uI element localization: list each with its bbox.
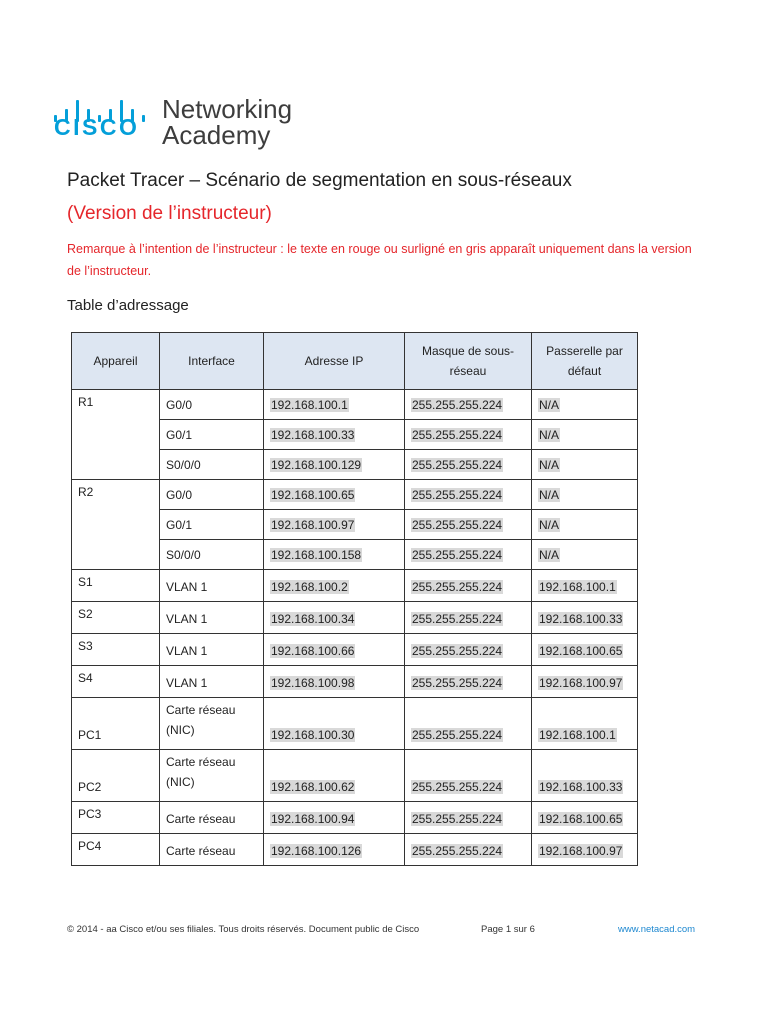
- cell-mask: [405, 666, 532, 698]
- cell-ip: [264, 802, 405, 834]
- cell-interface: VLAN 1: [160, 570, 264, 602]
- cisco-networking-academy-logo: [54, 94, 314, 154]
- cell-gateway-value: N/A: [539, 488, 560, 502]
- cell-mask-value: 255.255.255.224: [412, 644, 503, 658]
- header-interface: Interface: [160, 333, 264, 390]
- cell-mask-value: 255.255.255.224: [412, 780, 503, 794]
- cell-ip-value: 192.168.100.94: [271, 812, 355, 826]
- cell-interface: VLAN 1: [160, 602, 264, 634]
- cell-gateway: [532, 834, 638, 866]
- cell-device: R1: [72, 390, 160, 480]
- header-mask: Masque de sous-réseau: [405, 333, 532, 390]
- cell-gateway-value: 192.168.100.33: [539, 612, 623, 626]
- cell-interface: Carte réseau: [160, 834, 264, 866]
- cell-ip: [264, 750, 405, 802]
- cell-device: PC1: [72, 698, 160, 750]
- cell-mask-value: 255.255.255.224: [412, 676, 503, 690]
- cell-interface: VLAN 1: [160, 634, 264, 666]
- instructor-remark: Remarque à l’intention de l’instructeur : le texte en rouge ou surligné en gris apparaît uniquement dans la version de l’instructeur.: [67, 242, 692, 278]
- cell-ip-value: 192.168.100.2: [271, 580, 348, 594]
- cell-mask: [405, 570, 532, 602]
- cell-ip-value: 192.168.100.126: [271, 844, 362, 858]
- cell-gateway: [532, 450, 638, 480]
- cell-mask-value: 255.255.255.224: [412, 580, 503, 594]
- cell-ip: [264, 420, 405, 450]
- cell-mask: [405, 634, 532, 666]
- cell-device: S4: [72, 666, 160, 698]
- cell-mask-value: 255.255.255.224: [412, 812, 503, 826]
- cell-ip-value: 192.168.100.65: [271, 488, 355, 502]
- cell-interface: Carte réseau (NIC): [160, 698, 264, 750]
- addressing-table: [71, 332, 638, 866]
- cell-gateway-value: N/A: [539, 458, 560, 472]
- cell-interface: S0/0/0: [160, 540, 264, 570]
- cell-ip: [264, 570, 405, 602]
- cell-gateway: [532, 390, 638, 420]
- instructor-version-subtitle: (Version de l’instructeur): [67, 203, 272, 224]
- cell-mask-value: 255.255.255.224: [412, 398, 503, 412]
- cell-mask: [405, 450, 532, 480]
- cell-gateway: [532, 634, 638, 666]
- cell-interface: G0/1: [160, 510, 264, 540]
- cell-gateway-value: N/A: [539, 398, 560, 412]
- cell-ip-value: 192.168.100.98: [271, 676, 355, 690]
- cisco-wordmark: CISCO: [54, 114, 140, 140]
- header-gateway: Passerelle par défaut: [532, 333, 638, 390]
- cell-gateway: [532, 570, 638, 602]
- cell-mask: [405, 834, 532, 866]
- cell-gateway-value: 192.168.100.65: [539, 812, 623, 826]
- cell-ip: [264, 510, 405, 540]
- cell-gateway-value: 192.168.100.65: [539, 644, 623, 658]
- logo-academy-text: Academy: [162, 120, 271, 150]
- cell-mask: [405, 698, 532, 750]
- cell-mask-value: 255.255.255.224: [412, 518, 503, 532]
- cell-mask-value: 255.255.255.224: [412, 458, 503, 472]
- cell-device: S3: [72, 634, 160, 666]
- cell-gateway-value: N/A: [539, 428, 560, 442]
- header-device: Appareil: [72, 333, 160, 390]
- cell-mask: [405, 750, 532, 802]
- cell-gateway: [532, 698, 638, 750]
- cell-mask-value: 255.255.255.224: [412, 612, 503, 626]
- cell-mask-value: 255.255.255.224: [412, 844, 503, 858]
- table-row: [72, 480, 638, 510]
- table-row: [72, 570, 638, 602]
- cell-ip: [264, 480, 405, 510]
- table-row: [72, 666, 638, 698]
- footer-website-link[interactable]: www.netacad.com: [618, 924, 696, 935]
- table-row: [72, 802, 638, 834]
- cell-device: PC3: [72, 802, 160, 834]
- cell-mask: [405, 602, 532, 634]
- cell-gateway: [532, 750, 638, 802]
- cell-mask-value: 255.255.255.224: [412, 488, 503, 502]
- cell-mask: [405, 480, 532, 510]
- cell-interface: G0/0: [160, 480, 264, 510]
- cell-ip: [264, 602, 405, 634]
- header-ip: Adresse IP: [264, 333, 405, 390]
- cell-mask-value: 255.255.255.224: [412, 428, 503, 442]
- cell-gateway-value: N/A: [539, 548, 560, 562]
- cell-ip-value: 192.168.100.97: [271, 518, 355, 532]
- cell-interface: Carte réseau (NIC): [160, 750, 264, 802]
- cell-gateway: [532, 602, 638, 634]
- cell-gateway-value: 192.168.100.1: [539, 728, 616, 742]
- table-header-row: [72, 333, 638, 390]
- cell-ip-value: 192.168.100.1: [271, 398, 348, 412]
- cell-ip-value: 192.168.100.30: [271, 728, 355, 742]
- cell-mask: [405, 540, 532, 570]
- cell-interface: Carte réseau: [160, 802, 264, 834]
- cell-interface: VLAN 1: [160, 666, 264, 698]
- table-row: [72, 834, 638, 866]
- cell-ip-value: 192.168.100.33: [271, 428, 355, 442]
- cell-gateway: [532, 802, 638, 834]
- cell-mask: [405, 390, 532, 420]
- document-title: Packet Tracer – Scénario de segmentation en sous-réseaux: [67, 170, 572, 191]
- cell-interface: G0/0: [160, 390, 264, 420]
- cell-gateway-value: 192.168.100.97: [539, 676, 623, 690]
- cell-gateway: [532, 480, 638, 510]
- logo-networking-text: Networking: [162, 94, 293, 124]
- cell-ip: [264, 698, 405, 750]
- table-row: [72, 390, 638, 420]
- cell-device: R2: [72, 480, 160, 570]
- cell-gateway: [532, 420, 638, 450]
- footer-page-number: Page 1 sur 6: [481, 924, 535, 935]
- table-row: [72, 698, 638, 750]
- table-row: [72, 750, 638, 802]
- cell-ip: [264, 634, 405, 666]
- cell-mask-value: 255.255.255.224: [412, 548, 503, 562]
- cell-gateway-value: 192.168.100.1: [539, 580, 616, 594]
- cell-device: S1: [72, 570, 160, 602]
- cell-mask-value: 255.255.255.224: [412, 728, 503, 742]
- cell-mask: [405, 420, 532, 450]
- section-title: Table d’adressage: [67, 297, 189, 314]
- cell-ip: [264, 450, 405, 480]
- cell-ip-value: 192.168.100.62: [271, 780, 355, 794]
- cell-ip-value: 192.168.100.66: [271, 644, 355, 658]
- cell-gateway: [532, 540, 638, 570]
- footer-copyright: © 2014 - aa Cisco et/ou ses filiales. Tous droits réservés. Document public de Cisco: [67, 924, 420, 935]
- cell-ip-value: 192.168.100.158: [271, 548, 362, 562]
- cell-ip: [264, 540, 405, 570]
- table-row: [72, 602, 638, 634]
- cell-ip-value: 192.168.100.34: [271, 612, 355, 626]
- cell-interface: G0/1: [160, 420, 264, 450]
- cell-mask: [405, 802, 532, 834]
- cell-interface: S0/0/0: [160, 450, 264, 480]
- cell-device: S2: [72, 602, 160, 634]
- cell-ip: [264, 834, 405, 866]
- cell-gateway-value: 192.168.100.97: [539, 844, 623, 858]
- cell-gateway-value: N/A: [539, 518, 560, 532]
- cell-gateway: [532, 666, 638, 698]
- table-row: [72, 634, 638, 666]
- cell-mask: [405, 510, 532, 540]
- cell-gateway: [532, 510, 638, 540]
- cell-gateway-value: 192.168.100.33: [539, 780, 623, 794]
- cell-ip: [264, 666, 405, 698]
- cell-ip: [264, 390, 405, 420]
- cell-ip-value: 192.168.100.129: [271, 458, 362, 472]
- cell-device: PC2: [72, 750, 160, 802]
- cell-device: PC4: [72, 834, 160, 866]
